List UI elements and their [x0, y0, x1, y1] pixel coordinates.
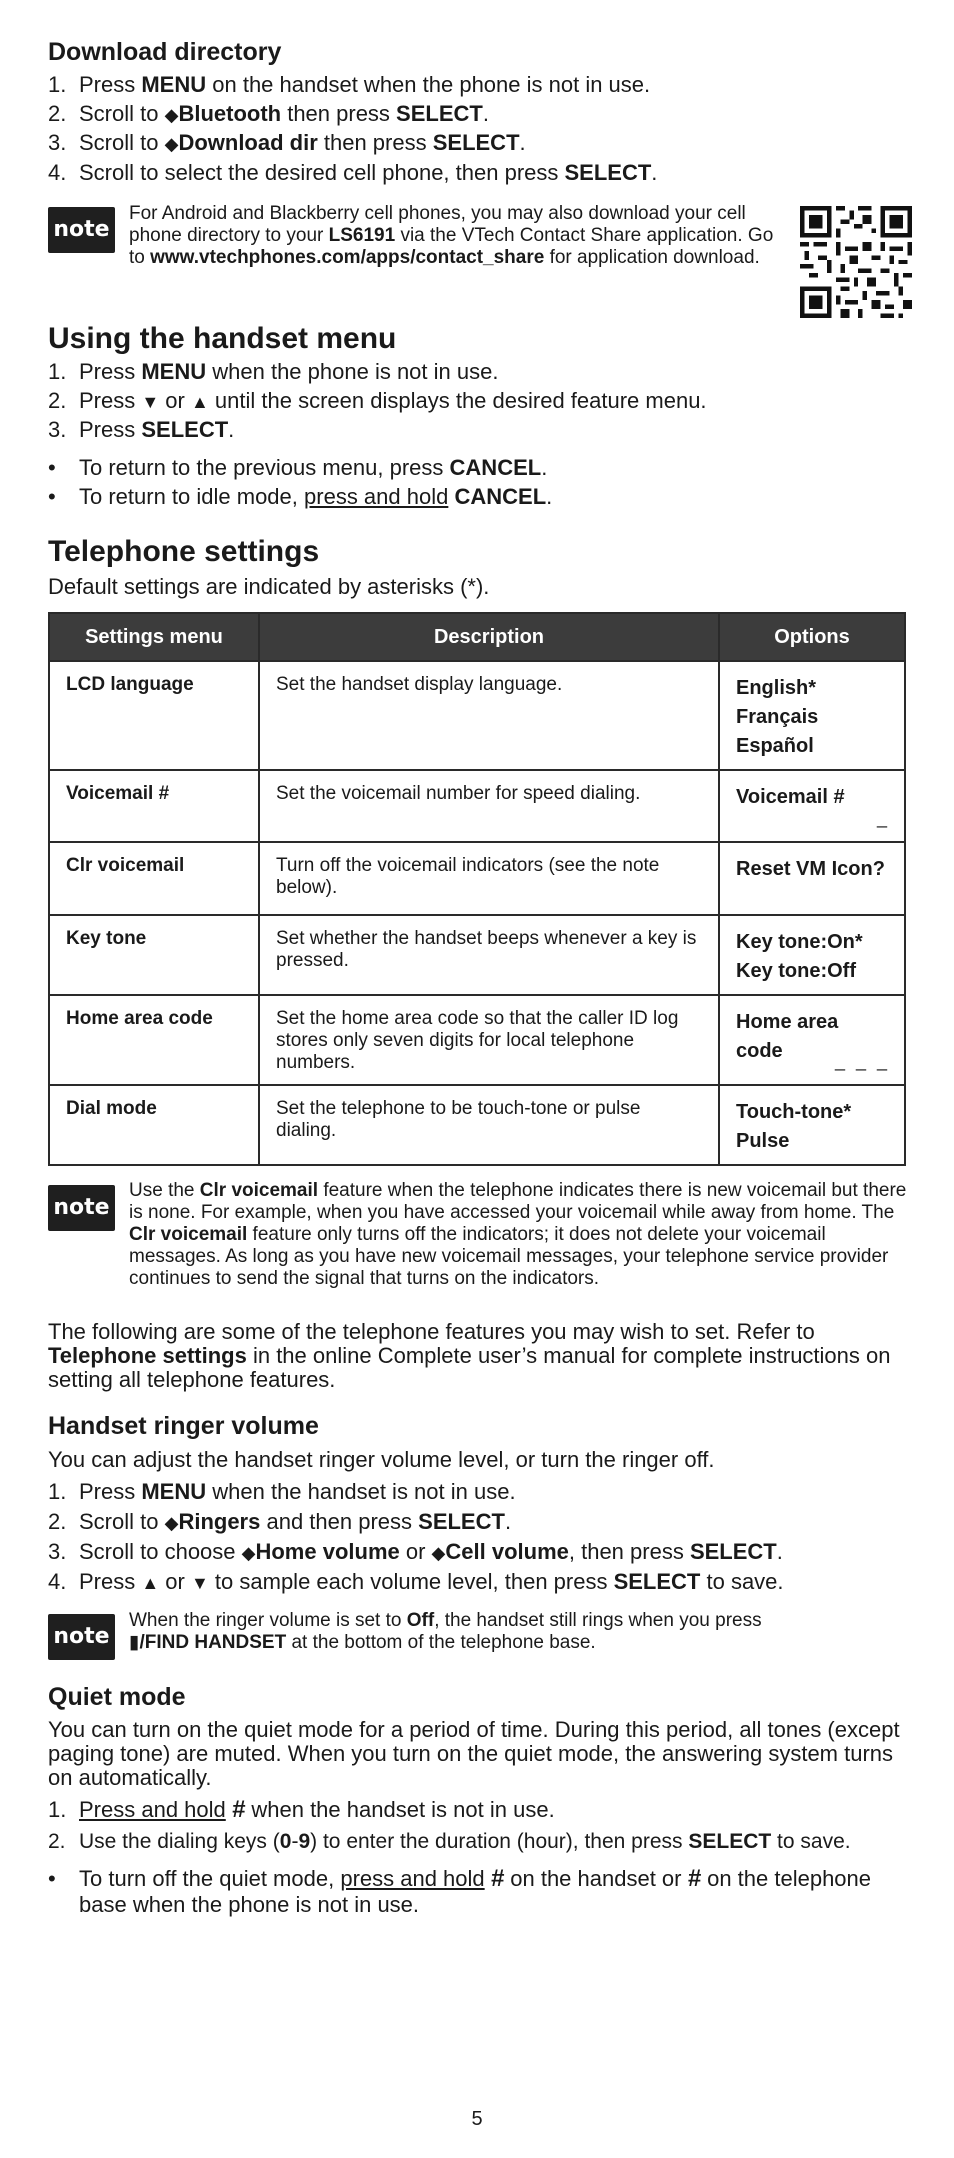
ringer-step-4: 4. Press ▲ or ▼ to sample each volume level, then press SELECT to save.: [48, 1569, 784, 1594]
download-note-text: For Android and Blackberry cell phones, you may also download your cell phone directory to your LS6191 via the VTech Contact Share application. Go to www.vtechphones.com/apps/contact_share for application download.: [129, 203, 774, 268]
qr-code-icon: [800, 206, 912, 318]
download-directory-heading: Download directory: [48, 38, 282, 66]
menu-step-2: 2. Press ▼ or ▲ until the screen displays the desired feature menu.: [48, 388, 707, 413]
setting-options: English* Français Español: [719, 661, 905, 770]
menu-step-3: 3. Press SELECT.: [48, 417, 235, 442]
column-header: Description: [259, 613, 719, 661]
setting-name: Home area code: [49, 995, 259, 1085]
page-number: 5: [471, 2108, 483, 2130]
entry-placeholder: _: [876, 808, 890, 828]
table-row: [49, 995, 905, 1085]
setting-options: Key tone:On* Key tone:Off: [719, 915, 905, 995]
download-step-1: 1. Press MENU on the handset when the phone is not in use.: [48, 72, 651, 97]
table-row: [49, 661, 905, 770]
find-handset-icon: ▮: [129, 1632, 140, 1653]
menu-step-1: 1. Press MENU when the phone is not in use.: [48, 359, 499, 384]
download-step-3: 3. Scroll to ◆Download dir then press SELECT.: [48, 130, 526, 155]
setting-name: Voicemail #: [49, 770, 259, 842]
quiet-mode-heading: Quiet mode: [48, 1683, 186, 1711]
settings-table: [48, 612, 906, 1166]
setting-options: Touch-tone* Pulse: [719, 1085, 905, 1165]
down-arrow-icon: ▼: [190, 1573, 209, 1593]
quiet-intro: You can turn on the quiet mode for a period of time. During this period, all tones (except paging tone) are muted. When you turn on the quiet mode, the answering system turns on automatically.: [48, 1717, 900, 1790]
voicemail-note-text: Use the Clr voicemail feature when the telephone indicates there is new voicemail but there is none. For example, when you have accessed your voicemail while away from home. The Clr voicemail feature only turns off the indicators; it does not delete your voicemail messages. As long as you have new voicemail messages, your telephone service provider continues to send the signal that turns on the indicators.: [129, 1180, 907, 1289]
setting-description: Set the handset display language.: [259, 661, 719, 770]
setting-description: Set the telephone to be touch-tone or pulse dialing.: [259, 1085, 719, 1165]
menu-bullet-2: • To return to idle mode, press and hold CANCEL.: [48, 484, 553, 509]
column-header: Settings menu: [49, 613, 259, 661]
table-row: [49, 915, 905, 995]
ringer-step-1: 1. Press MENU when the handset is not in use.: [48, 1479, 516, 1504]
setting-options: Reset VM Icon?: [719, 842, 905, 915]
telephone-settings-heading: Telephone settings: [48, 535, 320, 568]
menu-bullet-1: • To return to the previous menu, press CANCEL.: [48, 455, 548, 480]
quiet-step-2: 2. Use the dialing keys (0-9) to enter the duration (hour), then press SELECT to save.: [48, 1830, 851, 1853]
scroll-icon: ◆: [431, 1543, 446, 1563]
table-row: [49, 1085, 905, 1165]
scroll-icon: ◆: [164, 1513, 179, 1533]
note-badge: note: [48, 207, 115, 253]
settings-subtitle: Default settings are indicated by asterisks (*).: [48, 574, 490, 599]
setting-name: Key tone: [49, 915, 259, 995]
scroll-icon: ◆: [164, 134, 179, 154]
setting-description: Set the voicemail number for speed dialing.: [259, 770, 719, 842]
setting-description: Set the home area code so that the caller ID log stores only seven digits for local telephone numbers.: [259, 995, 719, 1085]
quiet-bullet: • To turn off the quiet mode, press and hold # on the handset or # on the telephone base when the phone is not in use.: [48, 1865, 872, 1917]
download-step-2: 2. Scroll to ◆Bluetooth then press SELECT.: [48, 101, 489, 126]
pound-key-icon: #: [231, 1796, 246, 1823]
handset-menu-heading: Using the handset menu: [48, 322, 397, 355]
setting-options: Home area code _ _ _: [719, 995, 905, 1085]
ringer-intro: You can adjust the handset ringer volume level, or turn the ringer off.: [48, 1447, 715, 1472]
quiet-step-1: 1. Press and hold # when the handset is not in use.: [48, 1796, 555, 1823]
download-step-4: 4. Scroll to select the desired cell phone, then press SELECT.: [48, 160, 658, 185]
scroll-icon: ◆: [164, 105, 179, 125]
column-header: Options: [719, 613, 905, 661]
up-arrow-icon: ▲: [141, 1573, 160, 1593]
setting-name: LCD language: [49, 661, 259, 770]
down-arrow-icon: ▼: [141, 392, 160, 412]
pound-key-icon: #: [490, 1865, 505, 1892]
pound-key-icon: #: [687, 1865, 701, 1892]
table-row: [49, 842, 905, 915]
setting-name: Dial mode: [49, 1085, 259, 1165]
scroll-icon: ◆: [241, 1543, 256, 1563]
setting-description: Turn off the voicemail indicators (see the note below).: [259, 842, 719, 915]
setting-options: Voicemail # _: [719, 770, 905, 842]
ringer-volume-heading: Handset ringer volume: [48, 1412, 319, 1440]
setting-name: Clr voicemail: [49, 842, 259, 915]
entry-placeholder: _ _ _: [834, 1051, 890, 1071]
table-header-row: [49, 613, 905, 661]
ringer-step-3: 3. Scroll to choose ◆Home volume or ◆Cell volume, then press SELECT.: [48, 1539, 783, 1564]
setting-description: Set whether the handset beeps whenever a key is pressed.: [259, 915, 719, 995]
note-badge: note: [48, 1614, 115, 1660]
ringer-step-2: 2. Scroll to ◆Ringers and then press SELECT.: [48, 1509, 512, 1534]
table-row: [49, 770, 905, 842]
ringer-note-text: When the ringer volume is set to Off, the handset still rings when you press ▮/FIND HANDSET at the bottom of the telephone base.: [129, 1610, 762, 1653]
up-arrow-icon: ▲: [190, 392, 209, 412]
features-intro: The following are some of the telephone features you may wish to set. Refer to Telephone settings in the online Complete user’s manual for complete instructions on setting all telephone features.: [48, 1319, 891, 1392]
note-badge: note: [48, 1185, 115, 1231]
